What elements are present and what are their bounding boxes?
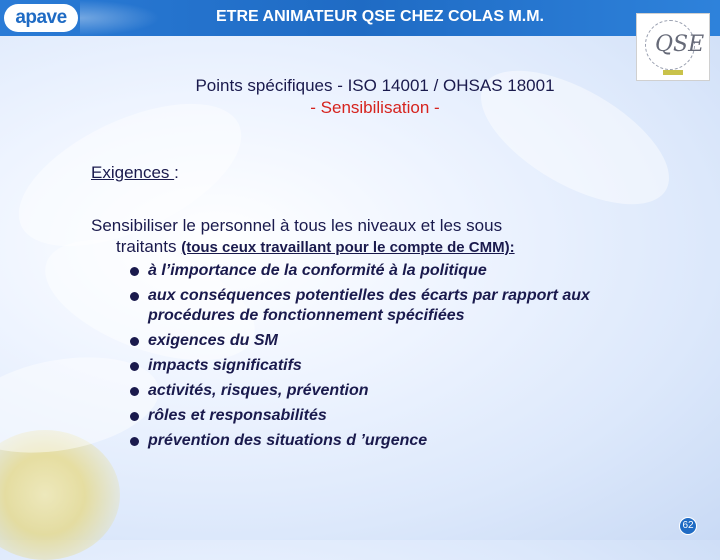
list-item bbox=[130, 406, 670, 426]
qse-badge-text: QSE bbox=[655, 32, 705, 57]
main-line-2-start: traitants bbox=[116, 237, 182, 256]
bullet-dot-icon bbox=[130, 412, 139, 421]
bullet-dot-icon bbox=[130, 337, 139, 346]
list-item-text: à l’importance de la conformité à la politique bbox=[148, 262, 487, 279]
exigences-label: Exigences bbox=[91, 163, 175, 182]
apave-logo bbox=[4, 4, 78, 32]
main-line-2-note: (tous ceux travaillant pour le compte de CMM): bbox=[181, 239, 515, 256]
bullet-list bbox=[130, 261, 670, 456]
list-item bbox=[130, 286, 670, 326]
bullet-dot-icon bbox=[130, 292, 139, 301]
list-item-text: impacts significatifs bbox=[148, 357, 302, 374]
header-band bbox=[0, 0, 720, 36]
bullet-dot-icon bbox=[130, 362, 139, 371]
list-item-text: aux conséquences potentielles des écarts par rapport aux procédures de fonctionnement spécifiées bbox=[148, 287, 590, 324]
subtitle-line-2: - Sensibilisation - bbox=[310, 98, 440, 117]
qse-badge-logo bbox=[636, 13, 710, 81]
main-line-2 bbox=[91, 236, 651, 258]
list-item-text: rôles et responsabilités bbox=[148, 407, 327, 424]
qse-badge-foot bbox=[663, 70, 683, 75]
bullet-dot-icon bbox=[130, 437, 139, 446]
bullet-dot-icon bbox=[130, 387, 139, 396]
list-item bbox=[130, 331, 670, 351]
main-paragraph bbox=[91, 215, 651, 258]
subtitle-line-1: Points spécifiques - ISO 14001 / OHSAS 18001 bbox=[195, 76, 555, 95]
main-line-1: Sensibiliser le personnel à tous les niveaux et les sous bbox=[91, 216, 503, 235]
slide-header-title: ETRE ANIMATEUR QSE CHEZ COLAS M.M. bbox=[216, 8, 544, 25]
list-item bbox=[130, 261, 670, 281]
slide-subtitle bbox=[100, 75, 650, 119]
list-item-text: exigences du SM bbox=[148, 332, 278, 349]
exigences-colon: : bbox=[174, 163, 179, 182]
exigences-heading bbox=[91, 163, 179, 183]
list-item bbox=[130, 356, 670, 376]
list-item bbox=[130, 381, 670, 401]
bullet-dot-icon bbox=[130, 267, 139, 276]
list-item-text: activités, risques, prévention bbox=[148, 382, 369, 399]
logo-swoosh bbox=[80, 0, 160, 36]
list-item-text: prévention des situations d ’urgence bbox=[148, 432, 428, 449]
page-number-badge: 62 bbox=[679, 517, 697, 535]
list-item bbox=[130, 431, 670, 451]
logo-text: apave bbox=[15, 7, 67, 28]
